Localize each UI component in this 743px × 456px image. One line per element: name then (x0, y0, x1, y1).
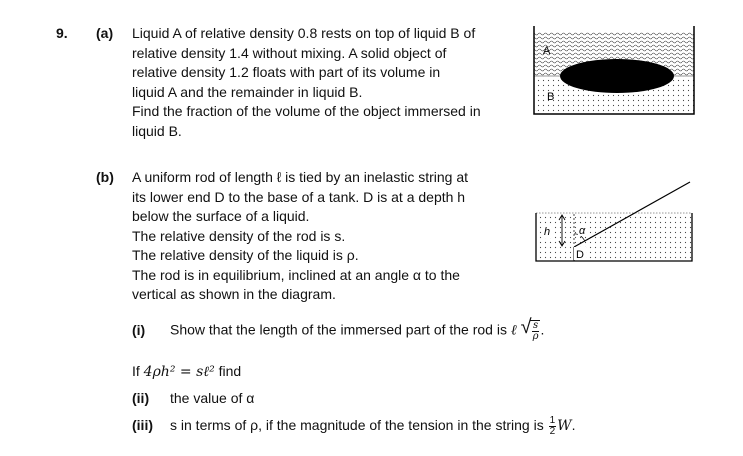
part-b-line: The relative density of the liquid is ρ. (132, 247, 359, 263)
sub-ii-label: (ii) (132, 390, 150, 406)
sub-iii-label: (iii) (132, 417, 153, 434)
part-a-line: Find the fraction of the volume of the object immersed in (132, 103, 481, 119)
question-number: 9. (56, 25, 68, 41)
label-angle-alpha: α (579, 225, 586, 237)
part-b-label: (b) (96, 169, 114, 185)
weight-symbol: W (557, 418, 572, 435)
part-b-text (132, 168, 512, 305)
condition-expression: 4ρh² = sℓ² (143, 364, 215, 380)
part-a-line: liquid A and the remainder in liquid B. (132, 83, 363, 100)
part-a-line: relative density 1.2 floats with part of its volume in (132, 64, 441, 80)
part-a-line: liquid B. (132, 122, 182, 139)
part-b-line: The relative density of the rod is s. (132, 227, 346, 244)
part-b-line: The rod is in equilibrium, inclined at an angle α to the (132, 266, 460, 283)
label-point-d: D (576, 249, 584, 261)
sub-ii-text: the value of α (170, 390, 255, 406)
sub-i-label: (i) (132, 321, 146, 338)
part-a-line: Liquid A of relative density 0.8 rests on top of liquid B of (132, 25, 476, 41)
label-depth-h: h (544, 226, 551, 238)
part-a-text (132, 24, 512, 141)
label-liquid-a: A (543, 45, 551, 57)
part-a-line: relative density 1.4 without mixing. A solid object of (132, 44, 447, 61)
sqrt-expression: √ $\frac{s}{\rho}$ (520, 316, 539, 342)
part-b-line: below the surface of a liquid. (132, 208, 310, 224)
diagram-inclined-rod (534, 176, 694, 264)
label-liquid-b: B (547, 91, 555, 103)
diagram-two-liquids (532, 24, 696, 118)
sub-question-i: (i) Show that the length of the immersed part of the rod is ℓ √ $\frac{s}{\rho}$ . (132, 316, 545, 342)
sub-i-ell: ℓ (510, 322, 517, 339)
half-fraction: $\frac{1}{2}$ (549, 415, 556, 437)
sub-iii-text: s in terms of ρ, if the magnitude of the tension in the string is (170, 417, 548, 434)
part-b-line: its lower end D to the base of a tank. D is at a depth h (132, 188, 466, 205)
sqrt-fraction: $\frac{s}{\rho}$ (532, 320, 539, 342)
sub-question-ii (132, 389, 254, 409)
part-b-line: vertical as shown in the diagram. (132, 286, 336, 302)
sub-question-iii: (iii) s in terms of ρ, if the magnitude of the tension in the string is $\frac{1}{2}$ W. (132, 415, 576, 437)
condition-line: If 4ρh² = sℓ² find (132, 363, 242, 380)
part-a-label: (a) (96, 25, 114, 41)
sub-i-text: Show that the length of the immersed part of the rod is (170, 321, 511, 338)
part-b-line: A uniform rod of length ℓ is tied by an inelastic string at (132, 169, 469, 185)
floating-object (560, 59, 674, 93)
